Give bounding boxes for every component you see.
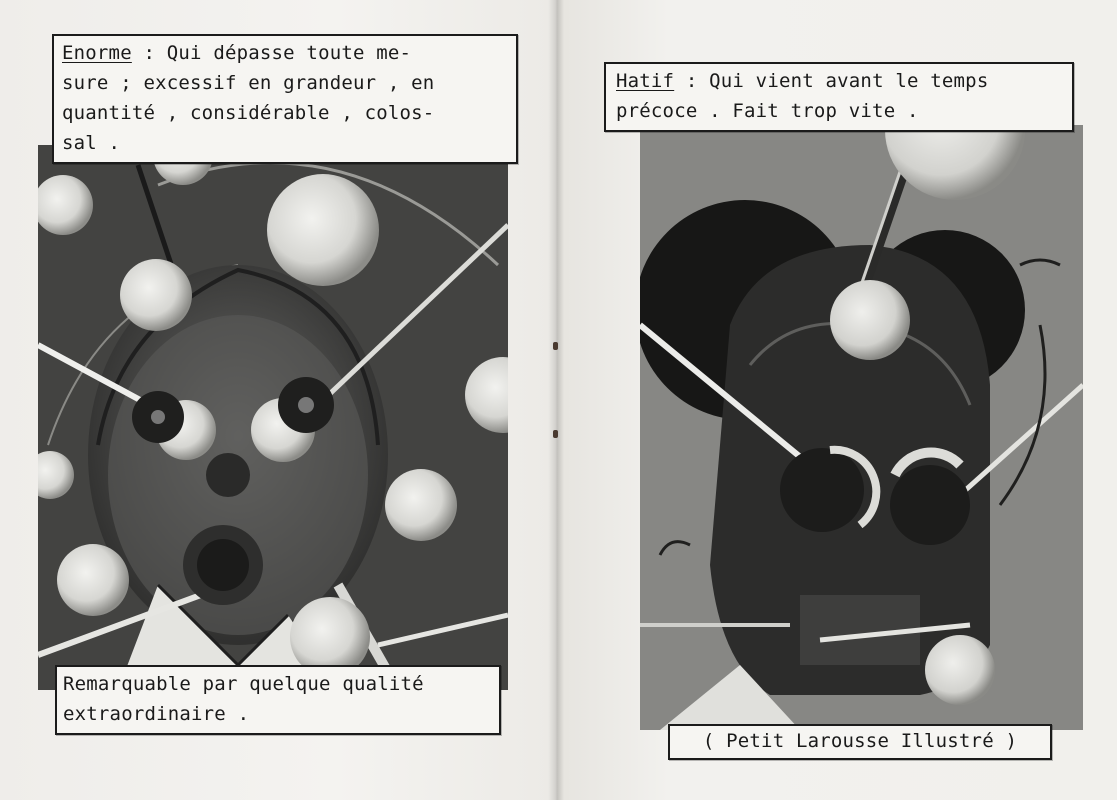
source-caption: ( Petit Larousse Illustré ) — [668, 724, 1052, 760]
staple-top — [553, 342, 558, 350]
caption-remarquable: Remarquable par quelque qualité extraordinaire . — [55, 665, 501, 735]
staple-bottom — [553, 430, 558, 438]
term-hatif: Hatif — [616, 70, 675, 92]
booklet-spine — [548, 0, 564, 800]
left-artwork — [38, 145, 508, 690]
term-enorme: Enorme — [62, 42, 132, 64]
definition-hatif: Hatif : Qui vient avant le temps précoce . Fait trop vite . — [604, 62, 1074, 132]
definition-enorme: Enorme : Qui dépasse toute me- sure ; excessif en grandeur , en quantité , considérable , colos- sal . — [52, 34, 518, 164]
right-artwork — [640, 125, 1083, 730]
right-portrait-illustration — [640, 125, 1083, 730]
left-portrait-illustration — [38, 145, 508, 690]
